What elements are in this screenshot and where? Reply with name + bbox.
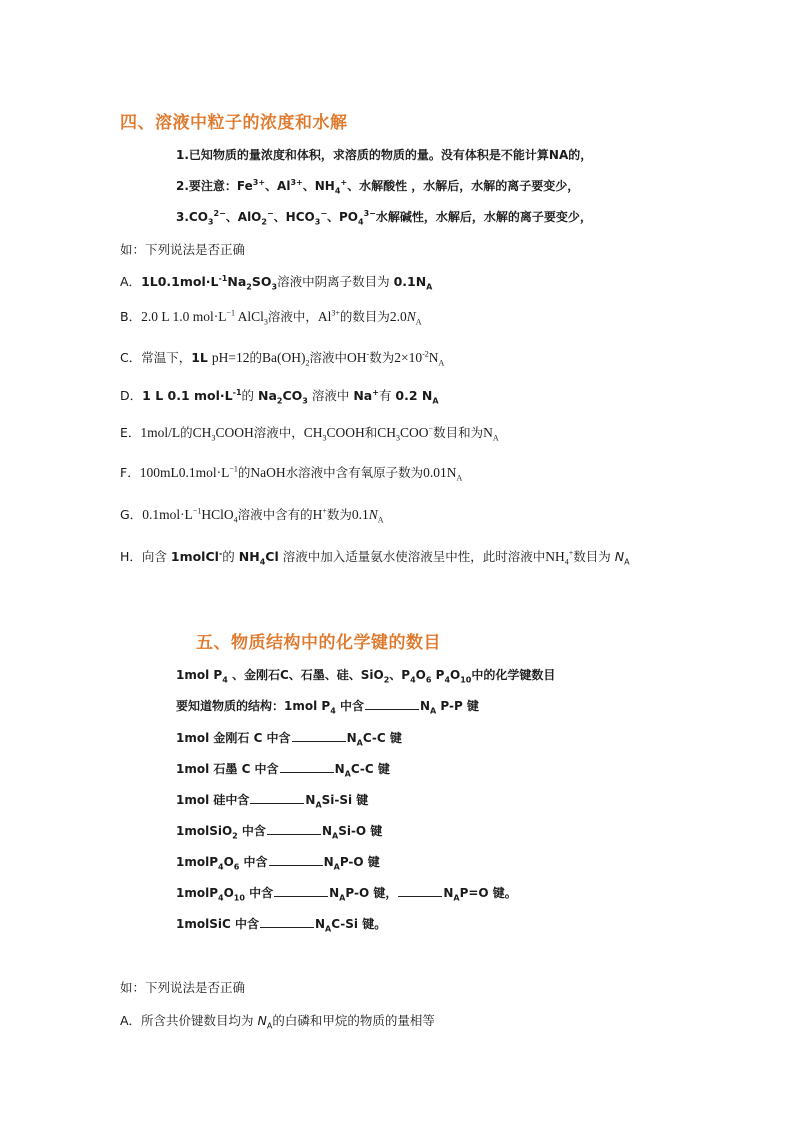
section-5-title: 五、物质结构中的化学键的数目 (196, 633, 441, 653)
section-4-intro: 如：下列说法是否正确 (120, 242, 246, 257)
item-4c: C．常温下，1L pH=12的$Ba(OH)_2$溶液中OH-数为$2\times 10^{-2}N_A$ (120, 349, 445, 368)
item-4e: E．1mol/L的$CH_3COOH$溶液中，$CH_3COOH$和$CH_3COO^-$数目和为$N_A$ (120, 424, 499, 443)
section-4-title: 四、溶液中粒子的浓度和水解 (120, 113, 348, 133)
section-5-intro: 如：下列说法是否正确 (120, 980, 246, 995)
item-4d: D．1 L 0.1 $mol\cdot L^{-1}$的 $Na_2CO_3$ 溶液中 Na+有 0.2 $N_A$ (120, 387, 439, 406)
bond-line-6: 1molSiO$_2$ 中含 $N_ASi-O$ 键 (176, 824, 383, 841)
bond-line-8: $1molP_4O_{10}$ 中含 $N_AP-O$ 键， $N_AP=O$ 键。 (176, 886, 517, 903)
item-4h: H．向含 1molCl-的 $NH_4Cl$ 溶液中加入适量氨水使溶液呈中性，此时溶液中$NH_4^+$数目为 $N_A$ (120, 548, 630, 567)
bond-line-2: 要知道物质的结构：1mol $P_4$ 中含 $N_A$ P-P 键 (176, 699, 479, 716)
item-4f: F．$100mL0.1mol\cdot L^{-1}$的NaOH水溶液中含有氧原子数为$0.01N_A$ (120, 464, 463, 483)
bond-line-1: 1mol $P_4$ 、金刚石C、石墨、硅、SiO$_2$、$P_4O_6$ $P_4O_{10}$中的化学键数目 (176, 668, 556, 685)
item-4b: B．2.0 L 1.0 $mol\cdot L^{-1}$ AlCl$_3$溶液中，$Al^{3+}$的数目为$2.0N_A$ (120, 308, 422, 327)
item-4a: A．$1L0.1mol\cdot L^{-1}Na_2SO_3$溶液中阴离子数目为 $0.1N_A$ (120, 273, 433, 292)
note-1: 1.已知物质的量浓度和体积，求溶质的物质的量。没有体积是不能计算NA的， (176, 148, 593, 162)
item-5a: A．所含共价键数目均为 $N_A$的白磷和甲烷的物质的量相等 (120, 1013, 435, 1031)
note-2: 2.要注意：$Fe^{3+}$、$Al^{3+}$、$NH_4^+$、水解酸性 ，水解后，水解的离子要变少， (176, 178, 580, 196)
bond-line-3: 1mol 金刚石 C 中含 $N_AC-C$ 键 (176, 731, 402, 748)
bond-line-5: 1mol 硅中含 $N_ASi-Si$ 键 (176, 793, 369, 810)
item-4g: G．$0.1mol\cdot L^{-1}HClO_4$溶液中含有的H+数为$0.1N_A$ (120, 506, 384, 525)
bond-line-9: 1molSiC 中含 $N_AC-Si$ 键。 (176, 917, 387, 934)
bond-line-7: $1molP_4O_6$ 中含 $N_AP-O$ 键 (176, 855, 380, 872)
bond-line-4: 1mol 石墨 C 中含 $N_AC-C$ 键 (176, 762, 390, 779)
note-3: $3.CO_3^{2-}$、AlO$_2$−、$HCO_3^-$、$PO_4^{3-}$水解碱性，水解后，水解的离子要变少， (176, 209, 592, 227)
